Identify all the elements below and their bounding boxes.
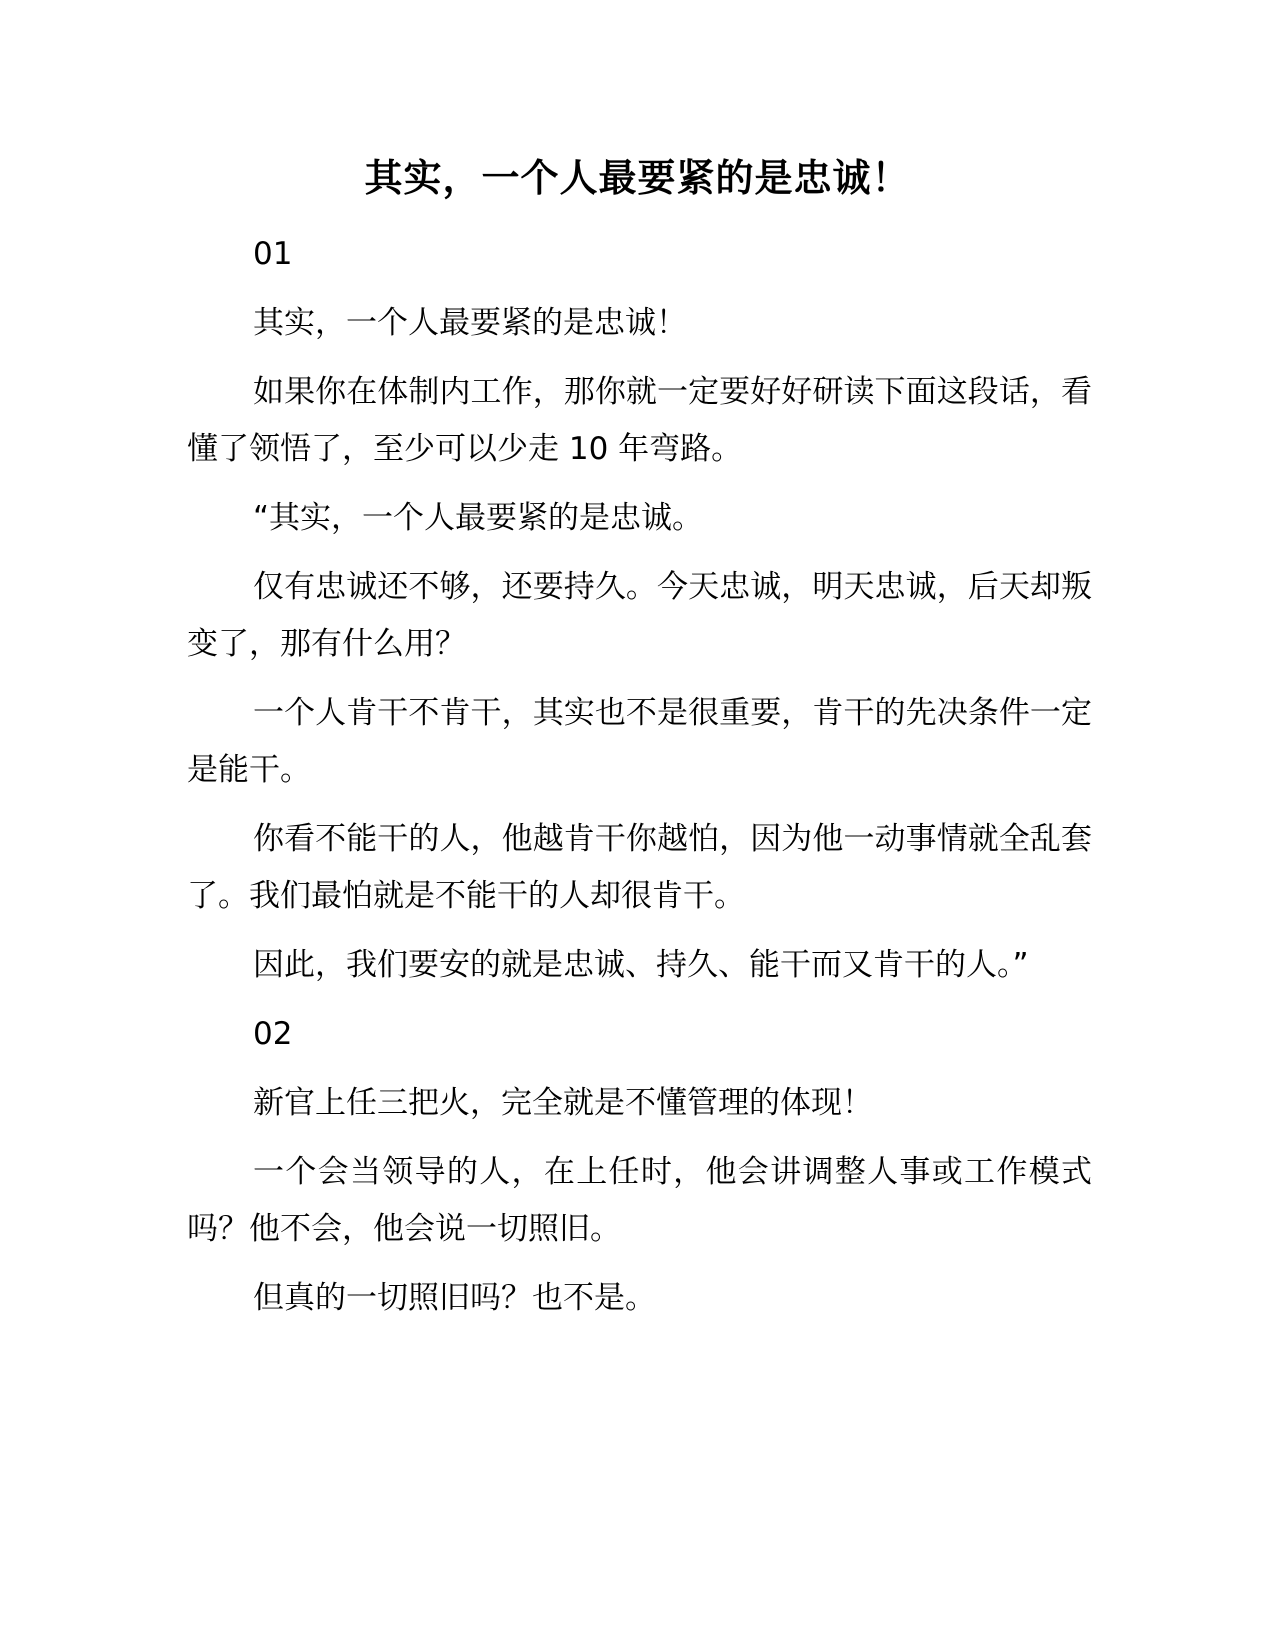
paragraph: 因此，我们要安的就是忠诚、持久、能干而又肯干的人。” [253, 947, 1029, 983]
page-title: 其实，一个人最要紧的是忠诚！ [364, 156, 911, 200]
section-number: 02 [253, 1016, 293, 1052]
paragraph: 其实，一个人最要紧的是忠诚！ [253, 305, 687, 341]
paragraph: 一个人肯干不肯干，其实也不是很重要，肯干的先决条件一定是能干。 [187, 695, 1092, 788]
paragraph: “其实，一个人最要紧的是忠诚。 [253, 500, 704, 536]
section-number: 01 [253, 236, 293, 272]
document-body [187, 226, 1092, 1339]
paragraph: 新官上任三把火，完全就是不懂管理的体现！ [253, 1085, 873, 1121]
paragraph: 如果你在体制内工作，那你就一定要好好研读下面这段话，看懂了领悟了，至少可以少走 10 年弯路。 [187, 374, 1092, 467]
paragraph: 仅有忠诚还不够，还要持久。今天忠诚，明天忠诚，后天却叛变了，那有什么用？ [187, 569, 1092, 662]
paragraph: 一个会当领导的人，在上任时，他会讲调整人事或工作模式吗？他不会，他会说一切照旧。 [187, 1154, 1092, 1247]
paragraph: 但真的一切照旧吗？也不是。 [253, 1280, 656, 1316]
paragraph: 你看不能干的人，他越肯干你越怕，因为他一动事情就全乱套了。我们最怕就是不能干的人却很肯干。 [187, 821, 1092, 914]
